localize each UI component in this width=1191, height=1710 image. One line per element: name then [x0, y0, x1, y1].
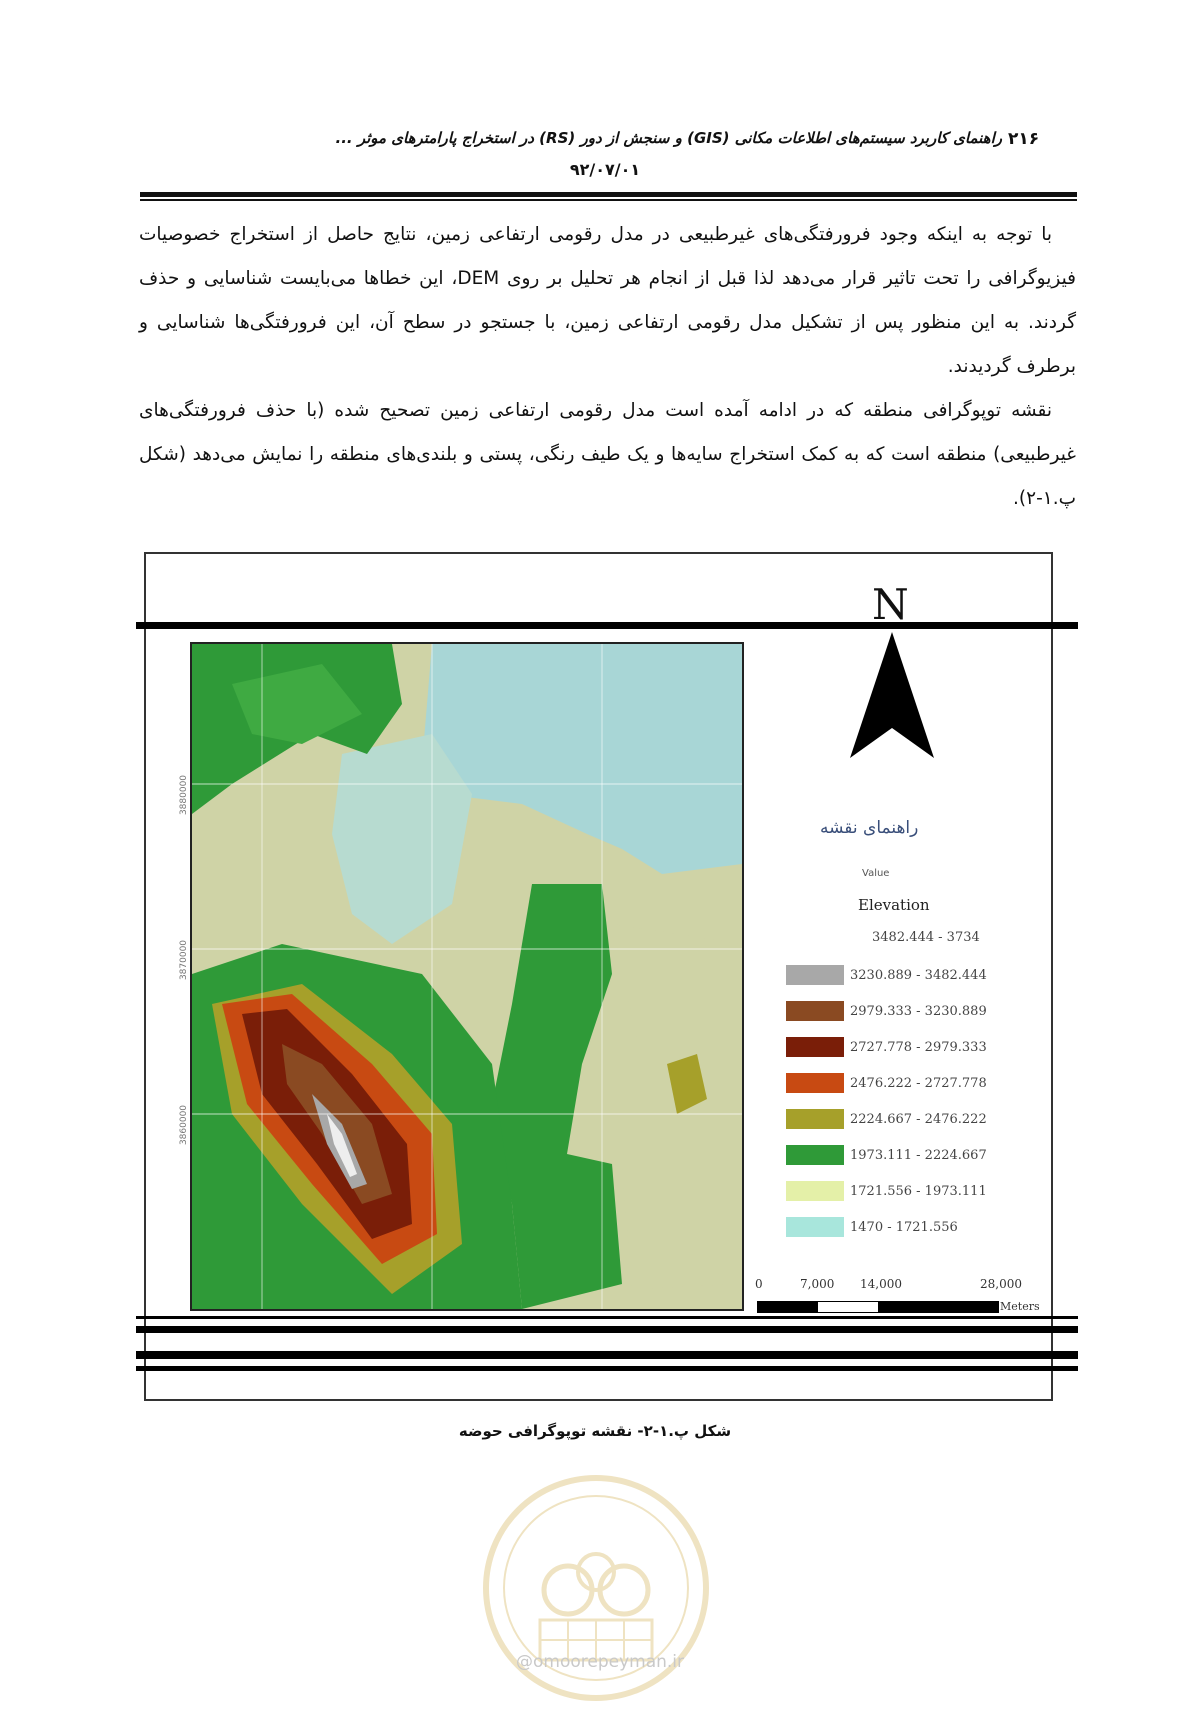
map-tick-label: 3860000	[179, 1104, 190, 1146]
legend-swatch	[786, 1217, 844, 1237]
legend-label: 3482.444 - 3734	[872, 930, 980, 945]
legend-swatch	[786, 1181, 844, 1201]
running-title: راهنمای کاربرد سیستم‌های اطلاعات مکانی (GIS) و سنجش از دور (RS) در استخراج پارامترهای موثر ...	[335, 129, 1002, 147]
legend-label: 1721.556 - 1973.111	[850, 1183, 987, 1199]
north-label: N	[872, 580, 909, 629]
map-tick-label: 3880000	[179, 774, 190, 816]
legend-label: 1470 - 1721.556	[850, 1219, 958, 1235]
paragraph: نقشه توپوگرافی منطقه که در ادامه آمده است مدل رقومی ارتفاعی زمین تصحیح شده (با حذف فرورفتگی‌های غیرطبیعی) منطقه است که به کمک استخراج سایه‌ها و یک طیف رنگی، پستی و بلندی‌های منطقه را نمایش می‌دهد (شکل پ.۱-۲).	[139, 400, 1076, 509]
legend-item	[786, 1072, 987, 1094]
scan-artifact-bar	[136, 1326, 1078, 1333]
figure-caption: شکل پ.۱-۲- نقشه توپوگرافی حوضه	[458, 1422, 732, 1440]
issue-date: ۹۲/۰۷/۰۱	[569, 160, 641, 179]
legend-item	[786, 1108, 987, 1130]
legend-item	[786, 964, 987, 986]
legend-swatch	[786, 965, 844, 985]
scale-unit: Meters	[1000, 1300, 1040, 1313]
scale-label: 0	[755, 1277, 763, 1291]
watermark-url: @omoorepeyman.ir	[515, 1652, 685, 1672]
scale-labels	[755, 1277, 1045, 1293]
legend-swatch	[786, 1073, 844, 1093]
paragraph: با توجه به اینکه وجود فرورفتگی‌های غیرطبیعی در مدل رقومی ارتفاعی زمین، نتایج حاصل از استخراج خصوصیات فیزیوگرافی را تحت تاثیر قرار می‌دهد لذا قبل از انجام هر تحلیل بر روی DEM، این خطاها می‌بایست شناسایی و حذف گردند. به این منظور پس از تشکیل مدل رقومی ارتفاعی زمین، با جستجو در سطح آن، این فرورفتگی‌ها شناسایی و برطرف گردیدند.	[139, 224, 1076, 377]
header-rule-thin	[140, 199, 1077, 201]
legend-label: 2727.778 - 2979.333	[850, 1039, 987, 1055]
legend-item	[786, 1180, 987, 1202]
legend-label: 2476.222 - 2727.778	[850, 1075, 987, 1091]
legend-swatch	[786, 1145, 844, 1165]
legend-label: 2224.667 - 2476.222	[850, 1111, 987, 1127]
legend-title: راهنمای نقشه	[820, 818, 919, 838]
north-arrow-icon	[848, 632, 936, 766]
scan-artifact-bar	[136, 622, 1078, 629]
legend-heading: Elevation	[858, 896, 930, 914]
topographic-map	[190, 642, 744, 1311]
header-rule	[140, 192, 1077, 197]
legend-item	[786, 1036, 987, 1058]
legend-swatch	[786, 1109, 844, 1129]
body-text	[139, 213, 1076, 521]
page-number: ۲۱۶	[1008, 129, 1040, 149]
scale-bar	[757, 1301, 999, 1313]
map-tick-label: 3870000	[179, 939, 190, 981]
scan-artifact-bar	[136, 1316, 1078, 1319]
legend-subtitle: Value	[862, 868, 890, 879]
scale-label: 28,000	[980, 1277, 1022, 1291]
scale-label: 14,000	[860, 1277, 902, 1291]
legend-label: 2979.333 - 3230.889	[850, 1003, 987, 1019]
legend-item	[786, 1144, 987, 1166]
scale-label: 7,000	[800, 1277, 835, 1291]
legend-item	[786, 1216, 958, 1238]
legend-label: 1973.111 - 2224.667	[850, 1147, 987, 1163]
legend-item	[786, 1000, 987, 1022]
legend-label: 3230.889 - 3482.444	[850, 967, 987, 983]
scan-artifact-bar	[136, 1366, 1078, 1371]
legend-swatch	[786, 1001, 844, 1021]
scan-artifact-bar	[136, 1351, 1078, 1359]
legend-swatch	[786, 1037, 844, 1057]
